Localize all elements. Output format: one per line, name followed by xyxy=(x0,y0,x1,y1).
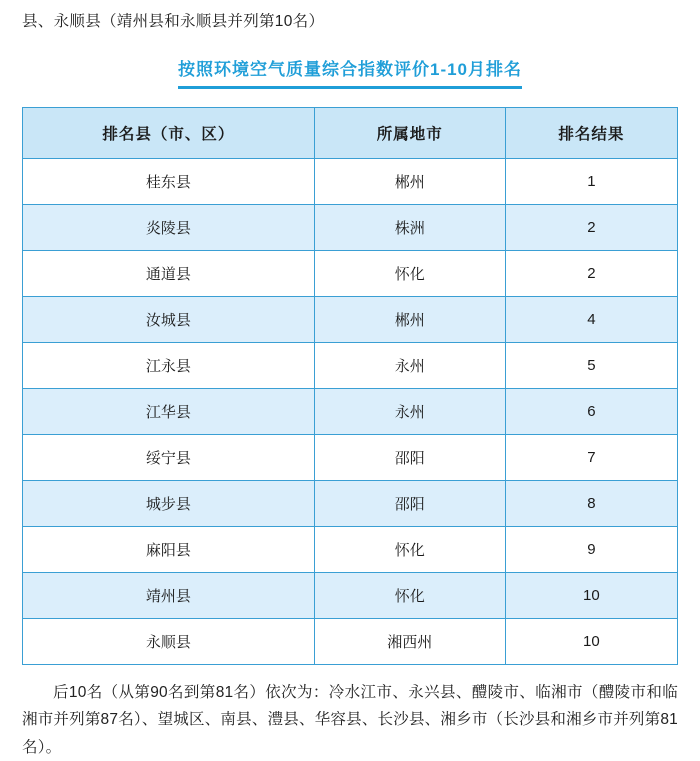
cell-rank: 7 xyxy=(505,435,677,481)
table-header-row xyxy=(23,108,678,159)
cell-city: 邵阳 xyxy=(314,481,505,527)
cell-rank: 9 xyxy=(505,527,677,573)
cell-city: 郴州 xyxy=(314,159,505,205)
table-row xyxy=(23,389,678,435)
cell-county: 汝城县 xyxy=(23,297,315,343)
cell-county: 江永县 xyxy=(23,343,315,389)
cell-rank: 6 xyxy=(505,389,677,435)
cell-county: 桂东县 xyxy=(23,159,315,205)
table-header xyxy=(23,108,678,159)
cell-rank: 10 xyxy=(505,619,677,665)
cell-county: 城步县 xyxy=(23,481,315,527)
cell-city: 邵阳 xyxy=(314,435,505,481)
footer-paragraph: 后10名（从第90名到第81名）依次为：冷水江市、永兴县、醴陵市、临湘市（醴陵市和临湘市并列第87名）、望城区、南县、澧县、华容县、长沙县、湘乡市（长沙县和湘乡市并列第81名）。 xyxy=(22,684,678,756)
cell-city: 怀化 xyxy=(314,251,505,297)
cell-city: 湘西州 xyxy=(314,619,505,665)
cell-rank: 2 xyxy=(505,205,677,251)
cell-county: 炎陵县 xyxy=(23,205,315,251)
cell-county: 江华县 xyxy=(23,389,315,435)
ranking-table-wrapper xyxy=(0,107,700,665)
table-row xyxy=(23,481,678,527)
cell-county: 永顺县 xyxy=(23,619,315,665)
cell-rank: 2 xyxy=(505,251,677,297)
cell-county: 绥宁县 xyxy=(23,435,315,481)
table-body xyxy=(23,159,678,665)
table-row xyxy=(23,159,678,205)
table-row xyxy=(23,527,678,573)
cell-city: 株洲 xyxy=(314,205,505,251)
cell-city: 怀化 xyxy=(314,527,505,573)
cell-county: 通道县 xyxy=(23,251,315,297)
table-row xyxy=(23,205,678,251)
table-row xyxy=(23,251,678,297)
table-row xyxy=(23,297,678,343)
ranking-table xyxy=(22,107,678,665)
cell-county: 靖州县 xyxy=(23,573,315,619)
cell-rank: 8 xyxy=(505,481,677,527)
section-title-block xyxy=(0,33,700,107)
cell-city: 永州 xyxy=(314,389,505,435)
table-row xyxy=(23,619,678,665)
column-header-rank: 排名结果 xyxy=(505,108,677,159)
intro-paragraph: 县、永顺县（靖州县和永顺县并列第10名） xyxy=(22,13,325,30)
cell-city: 怀化 xyxy=(314,573,505,619)
table-row xyxy=(23,435,678,481)
cell-rank: 4 xyxy=(505,297,677,343)
page-title: 按照环境空气质量综合指数评价1-10月排名 xyxy=(178,55,522,89)
cell-county: 麻阳县 xyxy=(23,527,315,573)
cell-rank: 1 xyxy=(505,159,677,205)
table-row xyxy=(23,343,678,389)
table-row xyxy=(23,573,678,619)
cell-city: 永州 xyxy=(314,343,505,389)
column-header-county: 排名县（市、区） xyxy=(23,108,315,159)
column-header-city: 所属地市 xyxy=(314,108,505,159)
cell-rank: 10 xyxy=(505,573,677,619)
cell-rank: 5 xyxy=(505,343,677,389)
cell-city: 郴州 xyxy=(314,297,505,343)
